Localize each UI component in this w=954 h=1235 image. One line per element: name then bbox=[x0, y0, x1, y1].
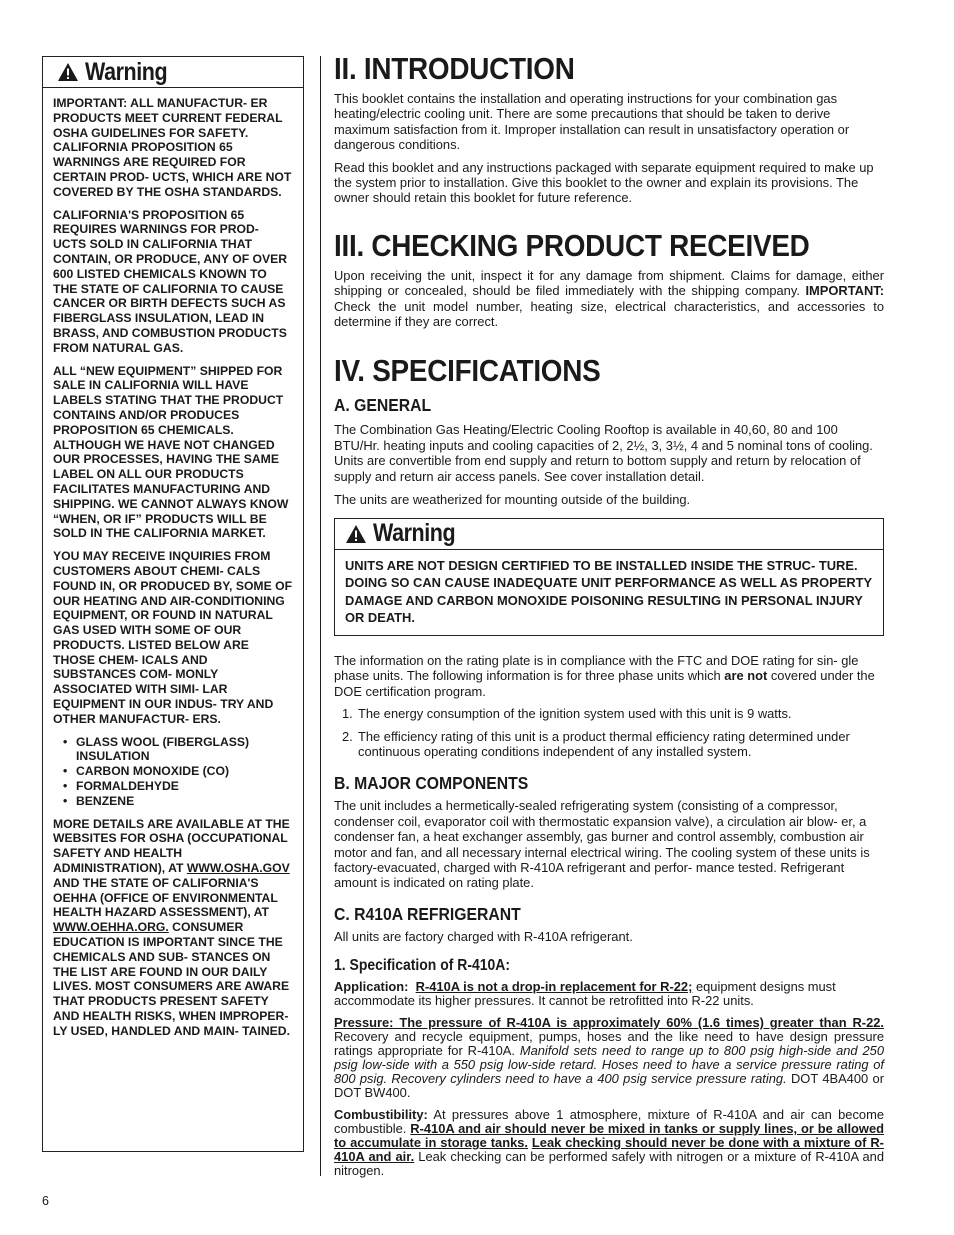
text-run: DOT 4BA400 or DOT BW400. bbox=[334, 1071, 884, 1101]
chemical-list bbox=[53, 735, 293, 809]
list-text: The energy consumption of the ignition system used with this unit is 9 watts. bbox=[358, 706, 792, 722]
oehha-link[interactable]: WWW.OEHHA.ORG. bbox=[53, 920, 169, 935]
application-paragraph bbox=[334, 980, 884, 1008]
application-label: Application: bbox=[334, 979, 409, 995]
pressure-paragraph bbox=[334, 1016, 884, 1100]
text-run: Leak checking should never be done with a mixture of R-410A and air. bbox=[334, 1135, 884, 1165]
warning-paragraph: ALL “NEW EQUIPMENT” SHIPPED FOR SALE IN CALIFORNIA WILL HAVE LABELS STATING THAT THE PRODUCT CONTAINS AND/OR PRODUCES PROPOSITION 65 CHEMICALS. ALTHOUGH WE HAVE NOT CHANGED OUR PROCESSES, HAVING THE SAME LABEL ON ALL OUR PRODUCTS FACILITATES MANUFACTURING AND SHIPPING. WE CANNOT ALWAYS KNOW “WHEN, OR IF” PRODUCTS WILL BE SOLD IN THE CALIFORNIA MARKET. bbox=[53, 363, 289, 541]
rating-list bbox=[334, 706, 884, 759]
text-run: Manifold sets need to range up to 800 psig high-side and 250 psig low-side with a 550 psig low-side retard. Hoses need to have a service pressure rating of 800 psig. Recovery cylinders need to have a 400 psig service pressure rating. bbox=[334, 1043, 884, 1087]
checking-paragraph bbox=[334, 268, 884, 330]
intro-paragraph: Read this booklet and any instructions packaged with separate equipment required to make up the system prior to installation. Give this booklet to the owner and explain its provisions. The owner should retain this booklet for future reference. bbox=[334, 159, 874, 206]
text-run: CONSUMER EDUCATION IS IMPORTANT SINCE THE CHEMICALS AND SUB- STANCES ON THE LIST ARE FOUND IN OUR DAILY LIVES. MOST CONSUMERS ARE AWARE THAT PRODUCTS PRESENT SAFETY AND HEALTH RISKS, WHEN IMPROPER- LY USED, HANDLED AND MAIN- TAINED. bbox=[53, 920, 290, 1038]
combustibility-label: Combustibility: bbox=[334, 1107, 428, 1123]
major-components-heading: B. MAJOR COMPONENTS bbox=[334, 773, 529, 794]
installation-warning-box bbox=[334, 518, 884, 636]
text-run: Upon receiving the unit, inspect it for any damage from shipment. Claims for damage, either shipping or concealed, should be filed immediately with the shipping company. bbox=[334, 267, 884, 299]
list-item bbox=[334, 729, 884, 760]
checking-heading: III. CHECKING PRODUCT RECEIVED bbox=[334, 227, 810, 263]
warning-body bbox=[43, 88, 303, 1039]
text-run: Recovery and recycle equipment, pumps, hoses and the like need to have design pressure ratings appropriate for R-410A. bbox=[334, 1029, 884, 1059]
text-run: equipment designs must accommodate its higher pressures. It cannot be retrofitted into R-22 units. bbox=[334, 979, 836, 1009]
specs-heading: IV. SPECIFICATIONS bbox=[334, 353, 601, 389]
warning-paragraph: IMPORTANT: ALL MANUFACTUR- ER PRODUCTS MEET CURRENT FEDERAL OSHA GUIDELINES FOR SAFETY. CALIFORNIA PROPOSITION 65 WARNINGS ARE REQUIRED FOR CERTAIN PROD- UCTS, WHICH ARE NOT COVERED BY THE OSHA STANDARDS. bbox=[53, 96, 292, 199]
r410a-spec-heading: 1. Specification of R-410A: bbox=[334, 957, 510, 975]
main-column bbox=[334, 52, 884, 1178]
list-number: 2. bbox=[342, 728, 353, 744]
warning-paragraph: YOU MAY RECEIVE INQUIRIES FROM CUSTOMERS ABOUT CHEMI- CALS FOUND IN, OR PRODUCED BY, SOME OF OUR HEATING AND AIR-CONDITIONING EQUIPMENT, OR FOUND IN NATURAL GAS USED WITH SOME OF OUR PRODUCTS. LISTED BELOW ARE THOSE CHEM- ICALS AND SUBSTANCES COM- MONLY ASSOCIATED WITH SIMI- LAR EQUIPMENT IN OUR INDUS- TRY AND OTHER MANUFACTUR- ERS. bbox=[53, 549, 293, 726]
warning-triangle-icon bbox=[345, 524, 367, 544]
warning-header bbox=[335, 519, 883, 550]
list-item: • FORMALDEHYDE bbox=[65, 779, 293, 794]
warning-header bbox=[43, 57, 303, 88]
refrigerant-heading: C. R410A REFRIGERANT bbox=[334, 903, 521, 924]
warning-title: Warning bbox=[373, 519, 456, 547]
general-paragraph: The units are weatherized for mounting outside of the building. bbox=[334, 492, 691, 508]
column-divider bbox=[320, 56, 321, 1176]
page-number: 6 bbox=[42, 1194, 49, 1208]
general-paragraph: The Combination Gas Heating/Electric Cooling Rooftop is available in 40,60, 80 and 100 BTU/Hr. heating inputs and cooling capacities of 2, 2½, 3, 3½, 4 and 5 nominal tons of cooling. Units are convertible from end supply and return to bottom supply and return by relocation of supply and return air access panels. See cover installation detail. bbox=[334, 422, 873, 484]
warning-text: UNITS ARE NOT DESIGN CERTIFIED TO BE INSTALLED INSIDE THE STRUC- TURE. DOING SO CAN CAUSE INADEQUATE UNIT PERFORMANCE AS WELL AS PROPERTY DAMAGE AND CARBON MONOXIDE POISONING RESULTING IN PERSONAL INJURY OR DEATH. bbox=[345, 557, 872, 626]
list-item: • CARBON MONOXIDE (CO) bbox=[65, 764, 293, 779]
text-run: Leak checking can be performed safely with nitrogen or a mixture of R-410A and nitrogen. bbox=[334, 1149, 884, 1179]
list-item: • BENZENE bbox=[65, 794, 293, 809]
text-run: R-410A is not a drop-in replacement for R-22; bbox=[415, 979, 693, 995]
prop65-warning-box bbox=[42, 56, 304, 1152]
combustibility-paragraph bbox=[334, 1108, 884, 1178]
major-components-paragraph: The unit includes a hermetically-sealed refrigerating system (consisting of a compressor, condenser coil, evaporator coil with thermostatic expansion valve), a circulation air blow- er, a condenser fan, a heat exchanger assembly, gas burner and control assembly, combustion air motor and fan, and all necessary internal electrical wiring. The cooling system of these units is factory-evacuated, charged with R-410A refrigerant and perfor- mance tested. Refrigerant amount is indicated on rating plate. bbox=[334, 798, 870, 891]
intro-heading: II. INTRODUCTION bbox=[334, 51, 575, 86]
warning-paragraph bbox=[53, 817, 293, 1039]
warning-paragraph: CALIFORNIA'S PROPOSITION 65 REQUIRES WARNINGS FOR PROD- UCTS SOLD IN CALIFORNIA THAT CONTAIN, OR PRODUCE, ANY OF OVER 600 LISTED CHEMICALS KNOWN TO THE STATE OF CALIFORNIA TO CAUSE CANCER OR BIRTH DEFECTS SUCH AS FIBERGLASS INSULATION, LEAD IN BRASS, AND COMBUSTION PRODUCTS FROM NATURAL GAS. bbox=[53, 207, 288, 355]
general-heading: A. GENERAL bbox=[334, 395, 432, 416]
important-label: IMPORTANT: bbox=[805, 283, 884, 299]
rating-paragraph bbox=[334, 653, 884, 699]
intro-paragraph: This booklet contains the installation and operating instructions for your combination gas heating/electric cooling unit. There are some precautions that should be taken to derive maximum satisfaction from it. Improper installation can result in unsatisfactory operation or dangerous conditions. bbox=[334, 91, 850, 153]
text-run: are not bbox=[724, 668, 768, 684]
list-number: 1. bbox=[342, 706, 353, 722]
text-run: Pressure: The pressure of R-410A is approximately 60% (1.6 times) greater than R-22. bbox=[334, 1015, 884, 1031]
text-run: AND THE STATE OF CALIFORNIA'S OEHHA (OFFICE OF ENVIRONMENTAL HEALTH HAZARD ASSESSMENT), AT bbox=[53, 875, 278, 920]
text-run: MORE DETAILS ARE AVAILABLE AT THE WEBSITES FOR OSHA (OCCUPATIONAL SAFETY AND HEALTH ADMINISTRATION), AT bbox=[53, 816, 290, 876]
refrigerant-paragraph: All units are factory charged with R-410A refrigerant. bbox=[334, 928, 633, 944]
osha-link[interactable]: WWW.OSHA.GOV bbox=[186, 861, 290, 876]
warning-title: Warning bbox=[85, 57, 168, 86]
text-run: The information on the rating plate is in compliance with the FTC and DOE rating for sin- gle phase units. The following information is for three phase units which bbox=[334, 652, 859, 684]
list-item bbox=[334, 706, 884, 721]
text-run: Check the unit model number, heating size, electrical characteristics, and accessories to determine if they are correct. bbox=[334, 298, 884, 330]
list-text: The efficiency rating of this unit is a product thermal efficiency rating determined under continuous operating conditions independent of any installed system. bbox=[358, 728, 850, 759]
warning-triangle-icon bbox=[57, 62, 79, 82]
text-run: R-410A and air should never be mixed in tanks or supply lines, or be allowed to accumulate in storage tanks. bbox=[334, 1121, 884, 1151]
list-item: • GLASS WOOL (FIBERGLASS) INSULATION bbox=[65, 735, 293, 765]
text-run: covered under the DOE certification program. bbox=[334, 668, 875, 699]
text-run: At pressures above 1 atmosphere, mixture of R-410A and air can become combustible. bbox=[334, 1107, 884, 1137]
